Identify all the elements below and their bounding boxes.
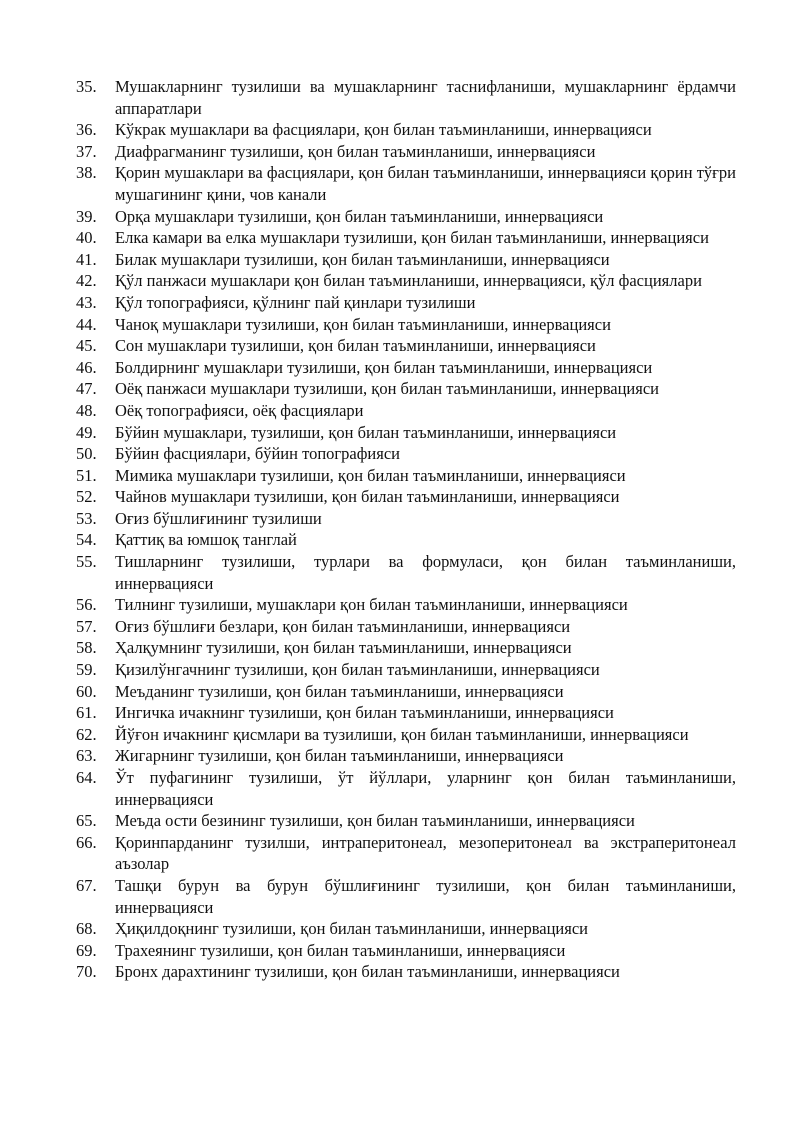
item-number: 41.: [76, 249, 97, 269]
item-number: 50.: [76, 444, 97, 464]
list-item: [76, 961, 736, 983]
list-item: [76, 378, 736, 400]
item-text: Тишларнинг тузилиши, турлари ва формуласи, қон билан таъминланиши, иннервацияси: [115, 552, 736, 593]
item-text: Қоринпарданинг тузилши, интраперитонеал, мезоперитонеал ва экстраперитонеал аъзолар: [115, 832, 736, 874]
item-number: 66.: [76, 832, 97, 852]
item-text: Чаноқ мушаклари тузилиши, қон билан таъминланиши, иннервацияси: [115, 314, 611, 334]
list-item: [76, 443, 736, 465]
item-number: 47.: [76, 379, 97, 399]
list-item: [76, 551, 736, 594]
item-text: Кўкрак мушаклари ва фасциялари, қон билан таъминланиши, иннервацияси: [115, 120, 652, 140]
item-text: Ҳиқилдоқнинг тузилиши, қон билан таъминланиши, иннервацияси: [115, 919, 589, 939]
list-item: [76, 767, 736, 810]
list-item: [76, 681, 736, 703]
item-text: Бўйин мушаклари, тузилиши, қон билан таъминланиши, иннервацияси: [115, 422, 617, 442]
list-item: [76, 486, 736, 508]
item-number: 39.: [76, 206, 97, 226]
list-item: [76, 702, 736, 724]
item-number: 46.: [76, 357, 97, 377]
item-text: Оғиз бўшлиғи безлари, қон билан таъминланиши, иннервацияси: [115, 616, 571, 636]
item-text: Чайнов мушаклари тузилиши, қон билан таъминланиши, иннервацияси: [115, 487, 620, 507]
list-item: [76, 206, 736, 228]
item-number: 53.: [76, 508, 97, 528]
item-number: 62.: [76, 724, 97, 744]
list-item: [76, 810, 736, 832]
list-item: [76, 141, 736, 163]
list-item: [76, 940, 736, 962]
item-text: Қорин мушаклари ва фасциялари, қон билан таъминланиши, иннервацияси қорин тўғри мушагининг қини, чов канали: [115, 163, 736, 204]
item-number: 63.: [76, 746, 97, 766]
list-item: [76, 357, 736, 379]
item-number: 40.: [76, 228, 97, 248]
item-text: Оғиз бўшлиғининг тузилиши: [115, 508, 322, 528]
item-number: 49.: [76, 422, 97, 442]
list-item: [76, 422, 736, 444]
item-number: 55.: [76, 552, 97, 572]
item-text: Сон мушаклари тузилиши, қон билан таъминланиши, иннервацияси: [115, 336, 596, 356]
list-item: [76, 314, 736, 336]
list-item: [76, 529, 736, 551]
list-item: [76, 875, 736, 918]
list-item: [76, 659, 736, 681]
item-text: Болдирнинг мушаклари тузилиши, қон билан таъминланиши, иннервацияси: [115, 357, 653, 377]
list-item: [76, 508, 736, 530]
item-text: Ўт пуфагининг тузилиши, ўт йўллари, уларнинг қон билан таъминланиши, иннервацияси: [115, 768, 736, 809]
item-number: 43.: [76, 292, 97, 312]
item-number: 59.: [76, 660, 97, 680]
item-number: 61.: [76, 703, 97, 723]
list-item: [76, 76, 736, 119]
item-text: Мушакларнинг тузилиши ва мушакларнинг таснифланиши, мушакларнинг ёрдамчи аппаратлари: [115, 77, 736, 118]
item-number: 67.: [76, 875, 97, 895]
list-item: [76, 162, 736, 205]
item-number: 42.: [76, 271, 97, 291]
item-number: 35.: [76, 77, 97, 96]
list-item: [76, 637, 736, 659]
item-number: 70.: [76, 962, 97, 982]
item-text: Орқа мушаклари тузилиши, қон билан таъминланиши, иннервацияси: [115, 206, 604, 226]
question-list: [76, 76, 736, 983]
item-text: Елка камари ва елка мушаклари тузилиши, қон билан таъминланиши, иннервацияси: [115, 228, 709, 248]
item-text: Қўл панжаси мушаклари қон билан таъминланиши, иннервацияси, қўл фасциялари: [115, 271, 702, 291]
item-number: 64.: [76, 768, 97, 787]
list-item: [76, 918, 736, 940]
item-text: Тилнинг тузилиши, мушаклари қон билан таъминланиши, иннервацияси: [115, 595, 628, 615]
item-number: 60.: [76, 681, 97, 701]
item-text: Диафрагманинг тузилиши, қон билан таъминланиши, иннервацияси: [115, 141, 596, 161]
item-number: 68.: [76, 919, 97, 939]
list-item: [76, 594, 736, 616]
item-number: 65.: [76, 811, 97, 831]
item-text: Бронх дарахтининг тузилиши, қон билан таъминланиши, иннервацияси: [115, 962, 620, 982]
list-item: [76, 400, 736, 422]
list-item: [76, 616, 736, 638]
item-number: 45.: [76, 336, 97, 356]
item-number: 36.: [76, 120, 97, 140]
item-number: 57.: [76, 616, 97, 636]
item-text: Қўл топографияси, қўлнинг пай қинлари тузилиши: [115, 292, 476, 312]
item-text: Ҳалқумнинг тузилиши, қон билан таъминланиши, иннервацияси: [115, 638, 572, 658]
item-text: Оёқ панжаси мушаклари тузилиши, қон билан таъминланиши, иннервацияси: [115, 379, 660, 399]
item-text: Ташқи бурун ва бурун бўшлиғининг тузилиши, қон билан таъминланиши, иннервацияси: [115, 875, 736, 917]
item-text: Меъданинг тузилиши, қон билан таъминланиши, иннервацияси: [115, 681, 564, 701]
list-item: [76, 249, 736, 271]
item-number: 38.: [76, 163, 97, 183]
item-text: Мимика мушаклари тузилиши, қон билан таъминланиши, иннервацияси: [115, 465, 626, 485]
item-number: 48.: [76, 400, 97, 420]
item-text: Жигарнинг тузилиши, қон билан таъминланиши, иннервацияси: [115, 746, 564, 766]
item-text: Трахеянинг тузилиши, қон билан таъминланиши, иннервацияси: [115, 940, 566, 960]
item-text: Ингичка ичакнинг тузилиши, қон билан таъминланиши, иннервацияси: [115, 703, 614, 723]
item-text: Билак мушаклари тузилиши, қон билан таъминланиши, иннервацияси: [115, 249, 610, 269]
item-number: 37.: [76, 141, 97, 161]
item-text: Қаттиқ ва юмшоқ танглай: [115, 530, 297, 550]
item-text: Бўйин фасциялари, бўйин топографияси: [115, 444, 401, 464]
list-item: [76, 745, 736, 767]
list-item: [76, 119, 736, 141]
list-item: [76, 465, 736, 487]
item-number: 69.: [76, 940, 97, 960]
list-item: [76, 832, 736, 875]
item-number: 44.: [76, 314, 97, 334]
item-text: Қизилўнгачнинг тузилиши, қон билан таъминланиши, иннервацияси: [115, 660, 600, 680]
item-text: Йўғон ичакнинг қисмлари ва тузилиши, қон билан таъминланиши, иннервацияси: [115, 724, 689, 744]
list-item: [76, 724, 736, 746]
item-number: 52.: [76, 487, 97, 507]
item-number: 54.: [76, 530, 97, 550]
list-item: [76, 227, 736, 249]
list-item: [76, 292, 736, 314]
item-number: 51.: [76, 465, 97, 485]
item-text: Меъда ости безининг тузилиши, қон билан таъминланиши, иннервацияси: [115, 811, 635, 831]
list-item: [76, 270, 736, 292]
item-number: 58.: [76, 638, 97, 658]
item-number: 56.: [76, 595, 97, 615]
list-item: [76, 335, 736, 357]
item-text: Оёқ топографияси, оёқ фасциялари: [115, 400, 364, 420]
